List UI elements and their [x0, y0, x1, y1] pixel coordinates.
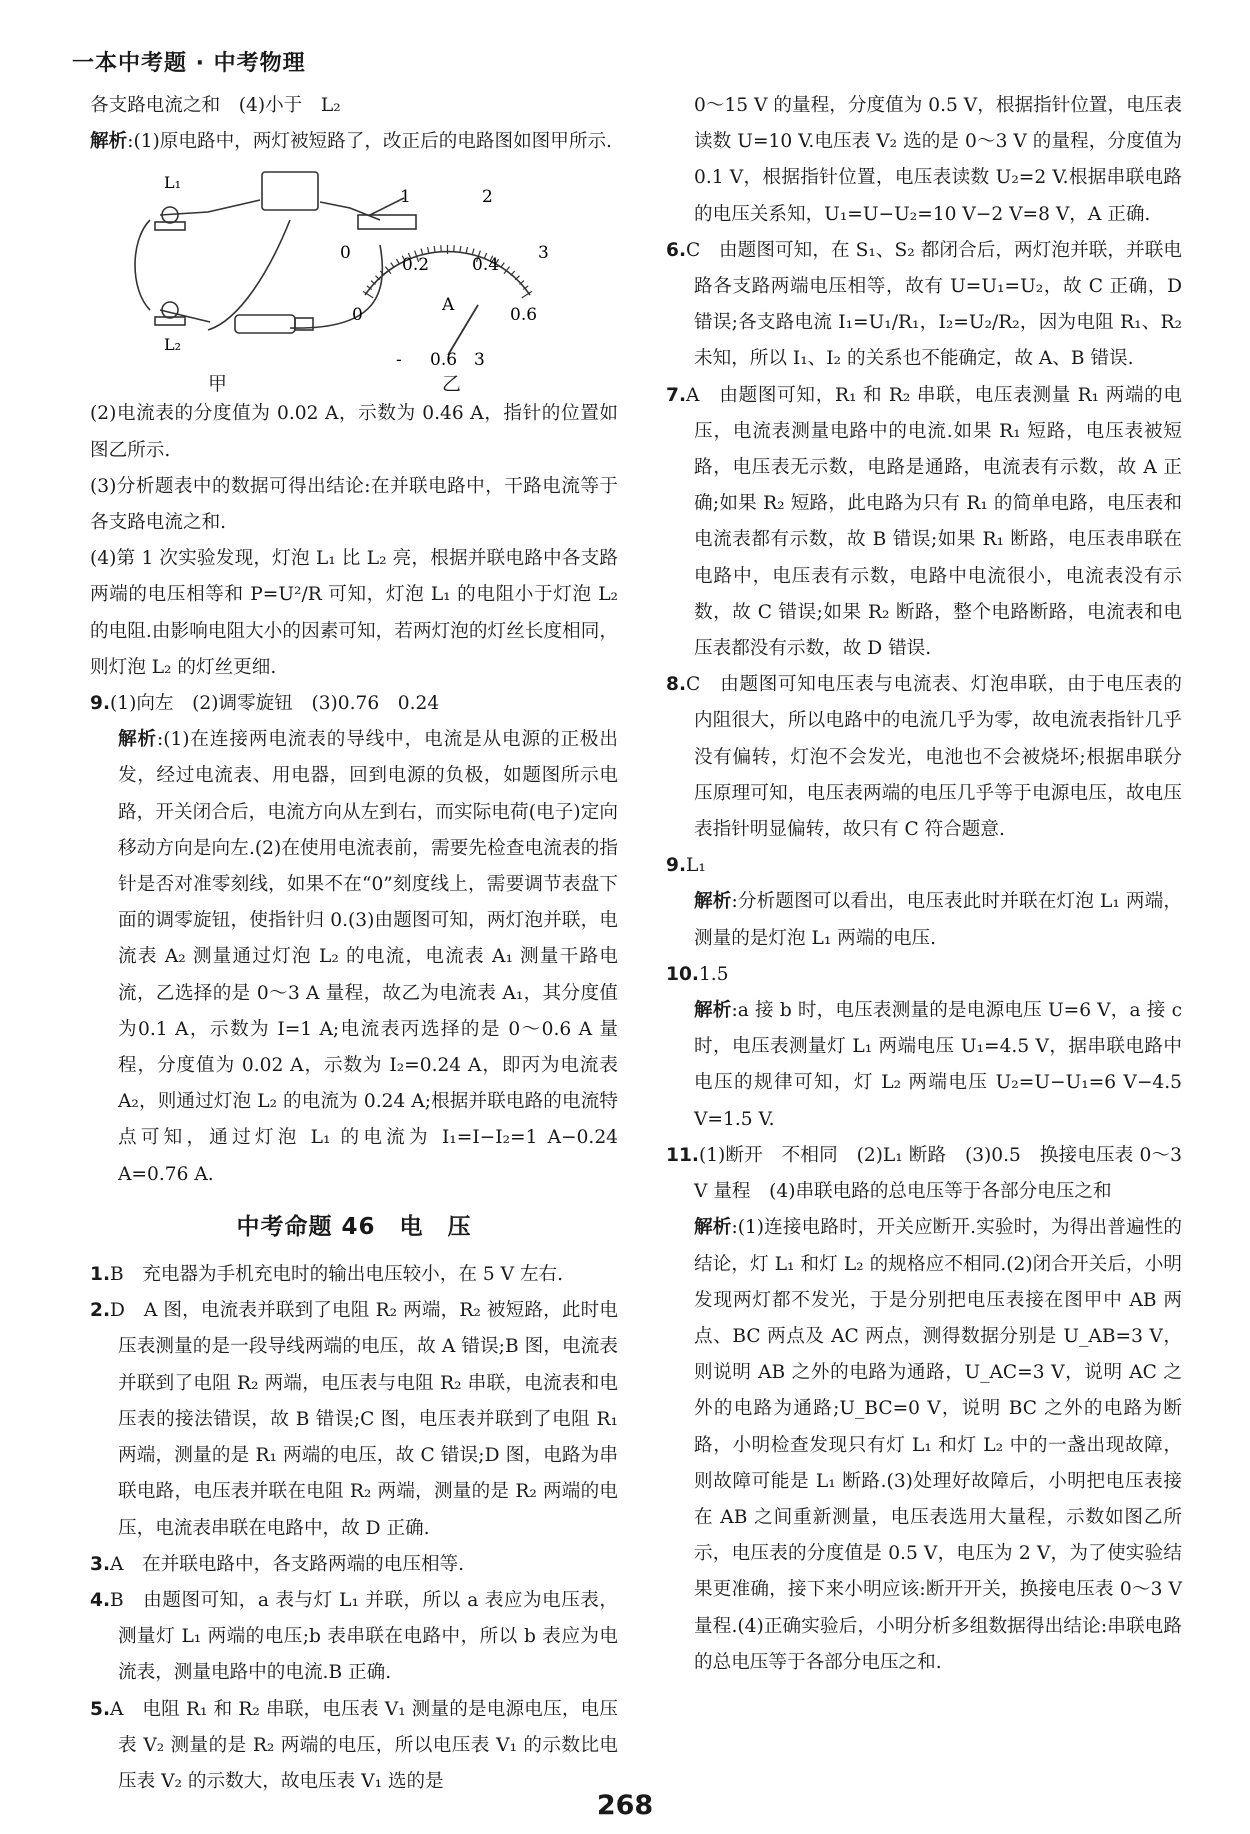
answer-text: L₁ — [686, 855, 706, 877]
question-number: 2. — [90, 1300, 111, 1322]
analysis-text: :(1)连接电路时，开关应断开.实验时，为得出普遍性的结论，灯 L₁ 和灯 L₂ 的规格应不相同.(2)闭合开关后，小明发现两灯都不发光，于是分别把电压表接在图甲中 AB 两点、BC 两点及 AC 两点，测得数据分别是 U_AB=3 V，则说明 AB 之外的电路为通路，U_AC=3 V，说明 AC 之外的电路为通路;U_BC=0 V，说明 BC 之外的电路为断路，小明检查发现只有灯 L₁ 和灯 L₂ 中的一盏出现故障，则故障可能是 L₁ 断路.(3)处理好故障后，小明把电压表接在 AB 之间重新测量，电压表选用大量程，示数如图乙所示，电压表的分度值是 0.5 V，电压为 2 V，为了使实验结果更准确，接下来小明应该:断开开关，换接电压表 0～3 V 量程.(4)正确实验后，小明分析多组数据得出结论:串联电路的总电压等于各部分电压之和. — [694, 1217, 1182, 1673]
meter-tick — [466, 247, 467, 253]
analysis-label: 解析 — [118, 729, 157, 751]
question-number: 9. — [90, 693, 111, 715]
answer-text: D A 图，电流表并联到了电阻 R₂ 两端，R₂ 被短路，此时电压表测量的是一段导线两端的电压，故 A 错误;B 图，电流表并联到了电阻 R₂ 两端，电压表与电阻 R₂ 串联，电流表和电压表的接法错误，故 B 错误;C 图，电压表并联到了电阻 R₁ 两端，测量的是 R₁ 两端的电压，故 C 错误;D 图，电路为串联电路，电压表并联在电阻 R₂ 两端，测量的是 R₂ 两端的电压，电流表串联在电路中，故 D 正确. — [110, 1300, 618, 1539]
analysis-text: :(1)在连接两电流表的导线中，电流是从电源的正极出发，经过电流表、用电器，回到电源的负极，如题图所示电路，开关闭合后，电流方向从左到右，而实际电荷(电子)定向移动方向是向左.(2)在使用电流表前，需要先检查电流表的指针是否对准零刻线，如果不在“0”刻度线上，需要调节表盘下面的调零旋钮，使指针归 0.(3)由题图可知，两灯泡并联，电流表 A₂ 测量通过灯泡 L₂ 的电流，电流表 A₁ 测量干路电流，乙选择的是 0～3 A 量程，故乙为电流表 A₁，其分度值为0.1 A，示数为 I=1 A;电流表丙选择的是 0～0.6 A 量程，分度值为 0.02 A，示数为 I₂=0.24 A，即丙为电流表 A₂，则通过灯泡 L₂ 的电流为 0.24 A;根据并联电路的电流特点可知，通过灯泡 L₁ 的电流为 I₁=I−I₂=1 A−0.24 A=0.76 A. — [118, 729, 618, 1185]
question-number: 7. — [666, 384, 687, 406]
terminal-neg: - — [396, 350, 402, 371]
answer-text: 1.5 — [698, 963, 729, 985]
question-number: 10. — [666, 963, 699, 985]
question-number: 5. — [90, 1698, 111, 1720]
answer-text: B 充电器为手机充电时的输出电压较小，在 5 V 左右. — [110, 1264, 564, 1286]
analysis-label: 解析 — [694, 1000, 732, 1022]
question-number: 9. — [666, 855, 687, 877]
question-number: 4. — [90, 1589, 111, 1611]
left-column — [90, 88, 618, 1800]
answer-text: C 由题图可知电压表与电流表、灯泡串联，由于电压表的内阻很大，所以电路中的电流几乎为零，故电流表指针几乎没有偏转，灯泡不会发光，电池也不会被烧坏;根据串联分压原理可知，电压表两端的电压几乎等于电源电压，故电压表指针明显偏转，故只有 C 符合题意. — [686, 674, 1182, 841]
analysis-label: 解析 — [90, 131, 128, 153]
answer-line-2: (2)电流表的分度值为 0.02 A，示数为 0.46 A，指针的位置如图乙所示. — [90, 403, 618, 461]
question-number: 1. — [90, 1264, 111, 1286]
answer-text: A 电阻 R₁ 和 R₂ 串联，电压表 V₁ 测量的是电源电压，电压表 V₂ 测量的是 R₂ 两端的电压，所以电压表 V₁ 的示数比电压表 V₂ 的示数大，故电压表 V₁ 选的是 — [110, 1698, 618, 1792]
lamp1-label: L₁ — [164, 173, 182, 193]
analysis-text: :(1)原电路中，两灯被短路了，改正后的电路图如图甲所示. — [127, 131, 612, 153]
question-number: 6. — [666, 239, 687, 261]
scale-bottom-02: 0.2 — [402, 255, 430, 276]
terminal-3: 3 — [474, 350, 485, 371]
scale-bottom-04: 0.4 — [472, 255, 500, 276]
lamp2-label: L₂ — [164, 335, 182, 355]
meter-tick — [396, 259, 399, 264]
meter-tick — [421, 249, 423, 255]
answer-continuation: 各支路电流之和 (4)小于 L₂ — [90, 95, 341, 116]
answer-text: A 由题图可知，R₁ 和 R₂ 串联，电压表测量 R₁ 两端的电压，电流表测量电路中的电流.如果 R₁ 短路，电压表被短路，电压表无示数，电路是通路，电流表有示数，故 A 正确;如果 R₂ 短路，此电路为只有 R₁ 的简单电路，电压表和电流表都有示数，故 B 错误;如果 R₁ 断路，电压表串联在电路中，电压表有示数，电路中电流很小，电流表没有示数，故 C 错误;如果 R₂ 断路，整个电路断路，电流表和电压表都没有示数，故 D 错误. — [686, 384, 1182, 660]
question-number: 3. — [90, 1553, 111, 1575]
circuit-diagram — [90, 160, 618, 372]
analysis-label: 解析 — [694, 1217, 732, 1239]
scale-bottom-06: 0.6 — [510, 305, 538, 326]
meter-unit: A — [442, 295, 455, 316]
answer-text: C 由题图可知，在 S₁、S₂ 都闭合后，两灯泡并联，并联电路各支路两端电压相等，故有 U=U₁=U₂，故 C 正确，D 错误;各支路电流 I₁=U₁/R₁，I₂=U₂/R₂，因为电阻 R₁、R₂ 未知，所以 I₁、I₂ 的关系也不能确定，故 A、B 错误. — [686, 239, 1182, 370]
meter-tick — [434, 246, 435, 252]
running-header: 一本中考题 · 中考物理 — [72, 51, 306, 76]
circuit-figure — [90, 160, 618, 396]
analysis-text: :a 接 b 时，电压表测量的是电源电压 U=6 V，a 接 c 时，电压表测量灯 L₁ 两端电压 U₁=4.5 V，据串联电路中电压的规律可知，灯 L₂ 两端电压 U₂=U−U₁=6 V−4.5 V=1.5 V. — [694, 1000, 1182, 1130]
caption-jia: 甲 — [208, 373, 228, 396]
page-number: 268 — [596, 1790, 654, 1821]
scale-end-0: 0 — [340, 243, 351, 264]
meter-tick — [391, 263, 394, 268]
answer-line-3: (3)分析题表中的数据可得出结论:在并联电路中，干路电流等于各支路电流之和. — [90, 475, 618, 534]
meter-tick — [428, 247, 429, 253]
meter-tick — [460, 246, 461, 252]
answer-continuation: 0～15 V 的量程，分度值为 0.5 V，根据指针位置，电压表读数 U=10 V.电压表 V₂ 选的是 0～3 V 的量程，分度值为 0.1 V，根据指针位置，电压表读数 U₂=2 V.根据串联电路的电压关系知，U₁=U−U₂=10 V−2 V=8 V，A 正确. — [694, 95, 1182, 225]
terminal-06: 0.6 — [430, 350, 458, 371]
analysis-text: :分析题图可以看出，电压表此时并联在灯泡 L₁ 两端，测量的是灯泡 L₁ 两端的电压. — [694, 891, 1182, 949]
scale-end-3: 3 — [538, 243, 549, 264]
caption-yi: 乙 — [442, 373, 462, 396]
answer-text: (1)向左 (2)调零旋钮 (3)0.76 0.24 — [110, 693, 440, 715]
scale-top-1: 1 — [400, 187, 411, 208]
meter-tick — [472, 249, 474, 255]
answer-text: B 由题图可知，a 表与灯 L₁ 并联，所以 a 表应为电压表，测量灯 L₁ 两端的电压;b 表串联在电路中，所以 b 表应为电流表，测量电路中的电流.B 正确. — [110, 1589, 618, 1684]
analysis-label: 解析 — [694, 891, 732, 913]
right-column — [666, 88, 1182, 1681]
question-number: 8. — [666, 674, 687, 696]
answer-text: A 在并联电路中，各支路两端的电压相等. — [110, 1553, 465, 1575]
scale-bottom-0: 0 — [352, 305, 363, 326]
meter-tick — [501, 263, 504, 268]
scale-top-2: 2 — [482, 187, 493, 208]
answer-text: (1)断开 不相同 (2)L₁ 断路 (3)0.5 换接电压表 0～3 V 量程 (4)串联电路的总电压等于各部分电压之和 — [694, 1144, 1182, 1203]
question-number: 11. — [666, 1144, 699, 1166]
section-title: 中考命题 46 电 压 — [236, 1213, 472, 1240]
answer-line-4: (4)第 1 次实验发现，灯泡 L₁ 比 L₂ 亮，根据并联电路中各支路两端的电压相等和 P=U²/R 可知，灯泡 L₁ 的电阻小于灯泡 L₂ 的电阻.由影响电阻大小的因素可知，若两灯泡的灯丝长度相同，则灯泡 L₂ 的灯丝更细. — [90, 548, 618, 678]
